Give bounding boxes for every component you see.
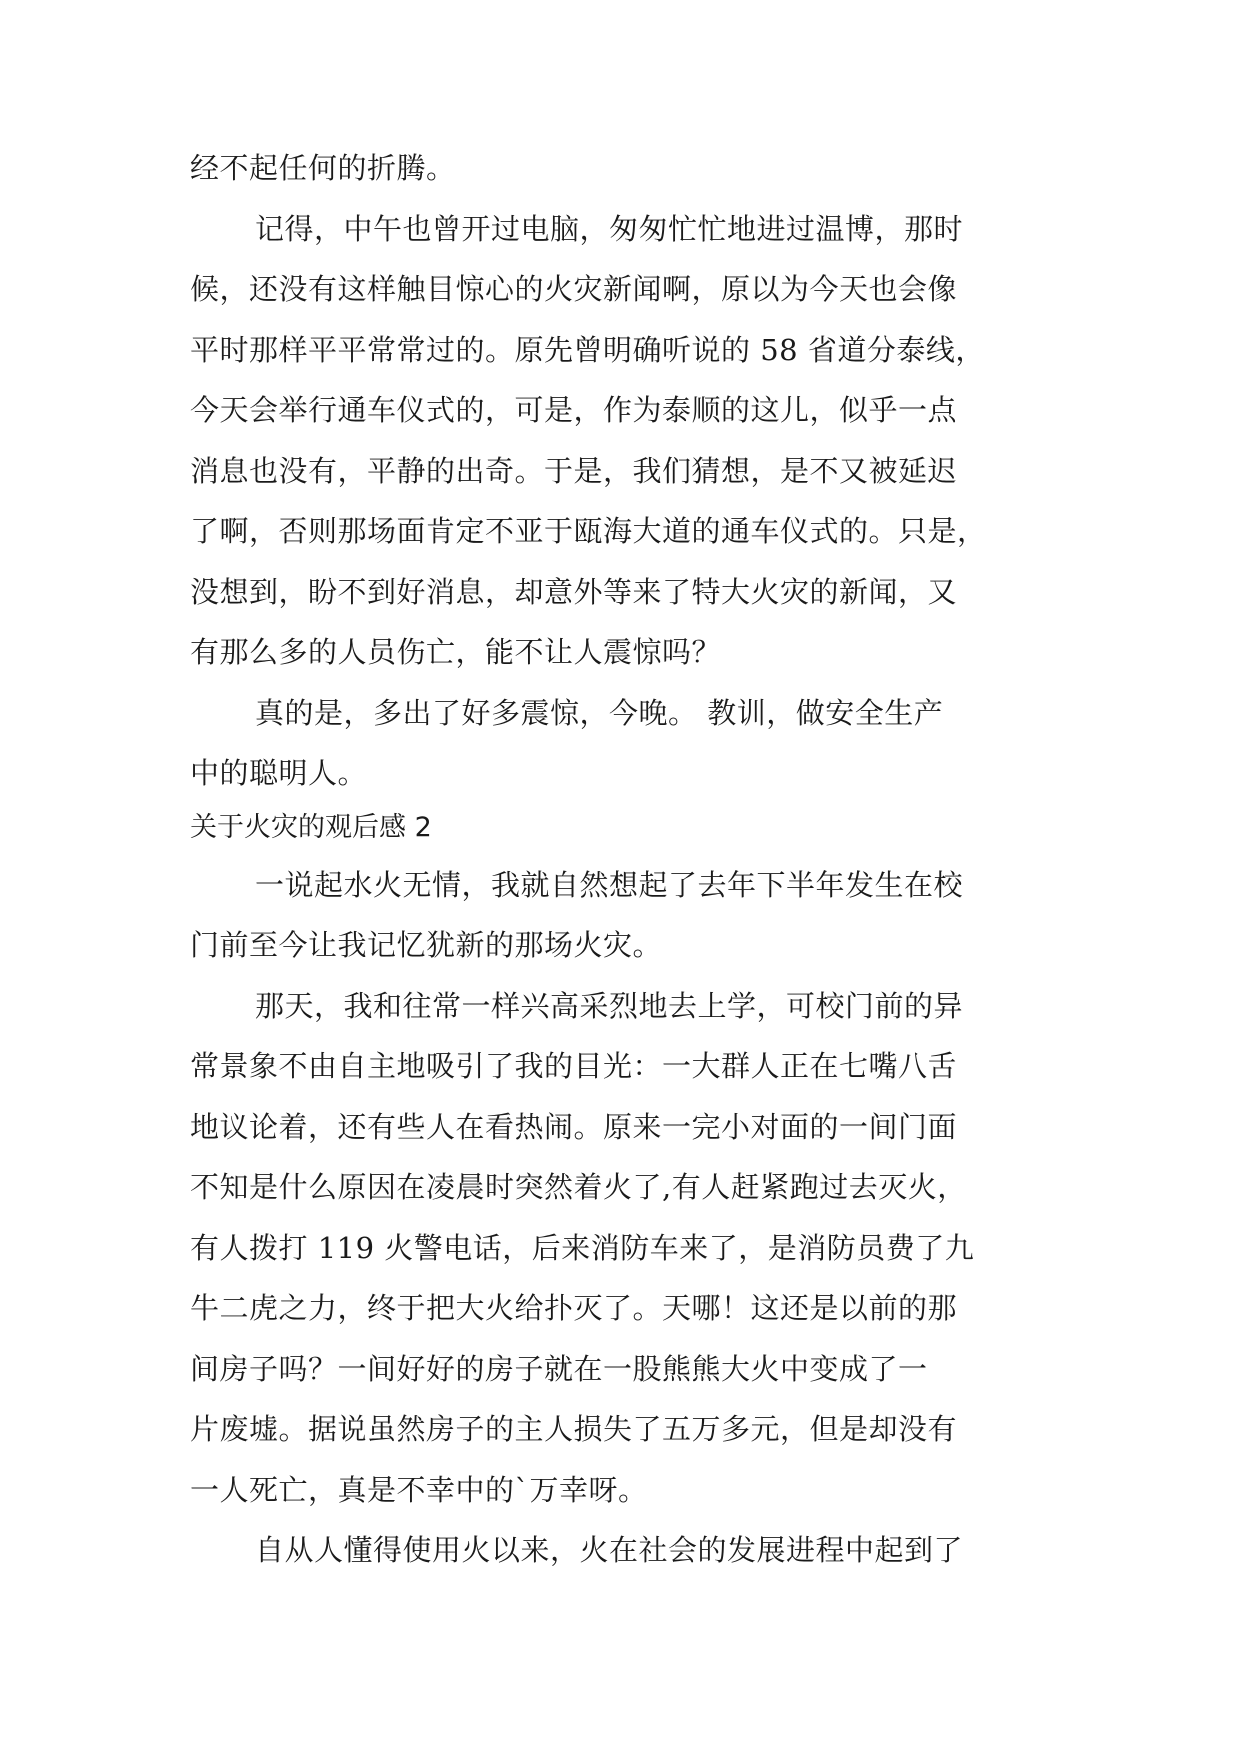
text-line: 地议论着，还有些人在看热闹。原来一完小对面的一间门面 xyxy=(190,1110,958,1144)
text-line: 经不起任何的折腾。 xyxy=(190,151,456,185)
text-line: 一人死亡，真是不幸中的`万幸呀。 xyxy=(190,1473,648,1507)
text-line: 有那么多的人员伤亡，能不让人震惊吗？ xyxy=(190,635,722,669)
paragraph-first-line: 真的是，多出了好多震惊，今晚。 教训，做安全生产 xyxy=(255,696,944,730)
text-line: 消息也没有，平静的出奇。于是，我们猜想，是不又被延迟 xyxy=(190,454,958,488)
text-line: 有人拨打 119 火警电话，后来消防车来了，是消防员费了九 xyxy=(190,1231,975,1265)
paragraph-first-line: 那天，我和往常一样兴高采烈地去上学，可校门前的异 xyxy=(255,989,964,1023)
text-line: 片废墟。据说虽然房子的主人损失了五万多元，但是却没有 xyxy=(190,1412,958,1446)
text-line: 中的聪明人。 xyxy=(190,756,368,790)
text-line: 了啊，否则那场面肯定不亚于瓯海大道的通车仪式的。只是， xyxy=(190,514,987,548)
text-line: 门前至今让我记忆犹新的那场火灾。 xyxy=(190,928,663,962)
text-line: 常景象不由自主地吸引了我的目光：一大群人正在七嘴八舌 xyxy=(190,1049,958,1083)
text-line: 候，还没有这样触目惊心的火灾新闻啊，原以为今天也会像 xyxy=(190,272,958,306)
text-line: 平时那样平平常常过的。原先曾明确听说的 58 省道分泰线， xyxy=(190,333,985,367)
paragraph-first-line: 自从人懂得使用火以来，火在社会的发展进程中起到了 xyxy=(255,1533,964,1567)
text-line: 牛二虎之力，终于把大火给扑灭了。天哪！这还是以前的那 xyxy=(190,1291,958,1325)
text-line: 今天会举行通车仪式的，可是，作为泰顺的这儿，似乎一点 xyxy=(190,393,958,427)
text-line: 间房子吗？一间好好的房子就在一股熊熊大火中变成了一 xyxy=(190,1352,928,1386)
section-heading: 关于火灾的观后感 2 xyxy=(190,812,432,843)
text-line: 不知是什么原因在凌晨时突然着火了,有人赶紧跑过去灭火， xyxy=(190,1170,967,1204)
text-line: 没想到，盼不到好消息，却意外等来了特大火灾的新闻，又 xyxy=(190,575,958,609)
paragraph-first-line: 一说起水火无情，我就自然想起了去年下半年发生在校 xyxy=(255,868,964,902)
paragraph-first-line: 记得，中午也曾开过电脑，匆匆忙忙地进过温博，那时 xyxy=(255,212,964,246)
